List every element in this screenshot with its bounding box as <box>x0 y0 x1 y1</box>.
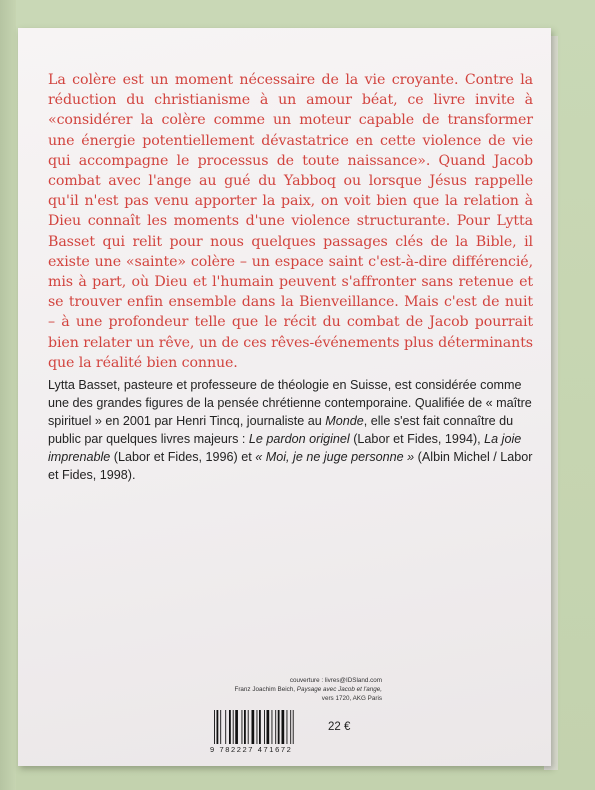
barcode-bar <box>259 710 261 744</box>
bio-part: Lytta Basset, pasteure et professeure de théologie en Suisse, est considérée comme une des grandes figures de la pensée chrétienne contemporaine. Qualifiée de « maître spirituel » en 2001 par Henri Tincq, journaliste au <box>48 378 532 428</box>
barcode-bar <box>282 710 285 744</box>
book-title: La joie imprenable <box>48 432 522 464</box>
barcode-bar <box>214 710 215 744</box>
barcode-bar <box>267 710 270 744</box>
cover-credits <box>182 676 382 703</box>
barcode-bar <box>233 710 234 744</box>
bio-part: (Albin Michel / Labor et Fides, 1998). <box>48 450 533 482</box>
barcode-bar <box>229 710 231 744</box>
newspaper-title: Monde <box>325 414 364 428</box>
barcode-bar <box>275 710 276 744</box>
credits-line: couverture : livres@IDSland.com <box>289 677 382 684</box>
barcode-bar <box>293 710 294 744</box>
book-title: Le pardon originel <box>248 432 350 446</box>
barcode-bar <box>264 710 265 744</box>
barcode-bar <box>290 710 291 744</box>
table-surface <box>0 0 16 790</box>
credits-line: vers 1720, AKG Paris <box>321 695 382 702</box>
credits-artwork: Paysage avec Jacob et l'ange, <box>296 686 382 693</box>
barcode-bar <box>242 710 243 744</box>
barcode-bar <box>225 710 226 744</box>
barcode-bar <box>217 710 219 744</box>
barcode-bar <box>244 710 246 744</box>
bio-part: , elle s'est fait connaître du public par quelques livres majeurs : <box>48 414 514 446</box>
bio-part: (Labor et Fides, 1994), <box>349 432 485 446</box>
author-bio <box>48 376 533 484</box>
barcode-bar <box>235 710 238 744</box>
price-label: 22 € <box>328 721 351 733</box>
barcode-bar <box>252 710 255 744</box>
credits-line <box>182 685 382 694</box>
bio-part: (Labor et Fides, 1996) et <box>110 450 256 464</box>
book-title: « Moi, je ne juge personne » <box>255 450 415 464</box>
barcode-bar <box>272 710 273 744</box>
barcode-digits: 9 782227 471672 <box>210 745 293 754</box>
barcode-bar <box>278 710 280 744</box>
barcode-bar <box>287 710 288 744</box>
barcode-bar <box>220 710 221 744</box>
barcode-bar <box>248 710 249 744</box>
barcode-bar <box>257 710 258 744</box>
blurb-text: La colère est un moment nécessaire de la vie croyante. Contre la réduction du christianisme à un amour béat, ce livre invite à «considérer la colère comme un moteur capable de transformer une énergie potentiellement dévastatrice en cette violence de vie qui accompagne le processus de toute naissance». Quand Jacob combat avec l'ange au gué du Yabboq ou lorsque Jésus rappelle qu'il n'est pas venu apporter la paix, on voit bien que la relation à Dieu connaît les moments d'une violence structurante. Pour Lytta Basset qui relit pour nous quelques passages clés de la Bible, il existe une «sainte» colère – un espace saint c'est-à-dire différencié, mis à part, où Dieu et l'humain peuvent s'affronter sans retenue et se trouver enfin ensemble dans la Bienveillance. Mais c'est de nuit – à une profondeur telle que le récit du combat de Jacob pourrait bien relater un rêve, un de ces rêves-événements plus déterminants que la réalité bien connue. <box>48 72 533 371</box>
credits-artist: Franz Joachim Beich, <box>234 686 297 693</box>
barcode-bars <box>214 710 314 744</box>
barcode <box>210 710 320 758</box>
